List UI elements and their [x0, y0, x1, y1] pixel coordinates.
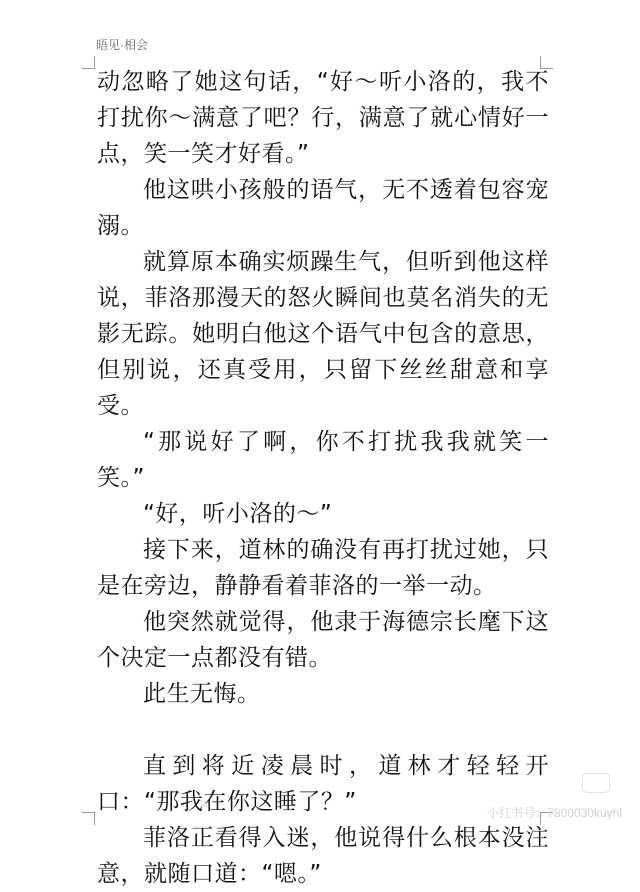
paragraph-9: 直到将近凌晨时，道林才轻轻开口：“那我在你这睡了？”: [97, 753, 549, 815]
paragraph-10: 菲洛正看得入迷，他说得什么根本没注意，就随口道：“嗯。”: [97, 825, 549, 887]
crop-mark-bottom-left: [82, 812, 95, 825]
crop-mark-top-left: [82, 56, 95, 69]
section-break: [97, 712, 549, 748]
paragraph-5: “好，听小洛的～”: [143, 501, 333, 527]
paragraph-2: 他这哄小孩般的语气，无不透着包容宠溺。: [97, 177, 549, 239]
paragraph-1: 动忽略了她这句话，“好～听小洛的，我不打扰你～满意了吧？行，满意了就心情好一点，笑一笑才好看。”: [97, 69, 549, 167]
paragraph-4: “那说好了啊，你不打扰我我就笑一笑。”: [97, 429, 549, 491]
paragraph-8: 此生无悔。: [143, 681, 261, 707]
paragraph-6: 接下来，道林的确没有再打扰过她，只是在旁边，静静看着菲洛的一举一动。: [97, 537, 549, 599]
watermark: 小红书号：7800030kuyhl: [487, 806, 622, 820]
paragraph-3: 就算原本确实烦躁生气，但听到他这样说，菲洛那漫天的怒火瞬间也莫名消失的无影无踪。她明白他这个语气中包含的意思，但别说，还真受用，只留下丝丝甜意和享受。: [97, 249, 549, 419]
watermark-logo-icon: [582, 773, 610, 793]
running-header: 晤见·相会: [96, 38, 148, 52]
paragraph-7: 他突然就觉得，他隶于海德宗长麾下这个决定一点都没有错。: [97, 609, 549, 671]
body-text: [97, 64, 549, 892]
